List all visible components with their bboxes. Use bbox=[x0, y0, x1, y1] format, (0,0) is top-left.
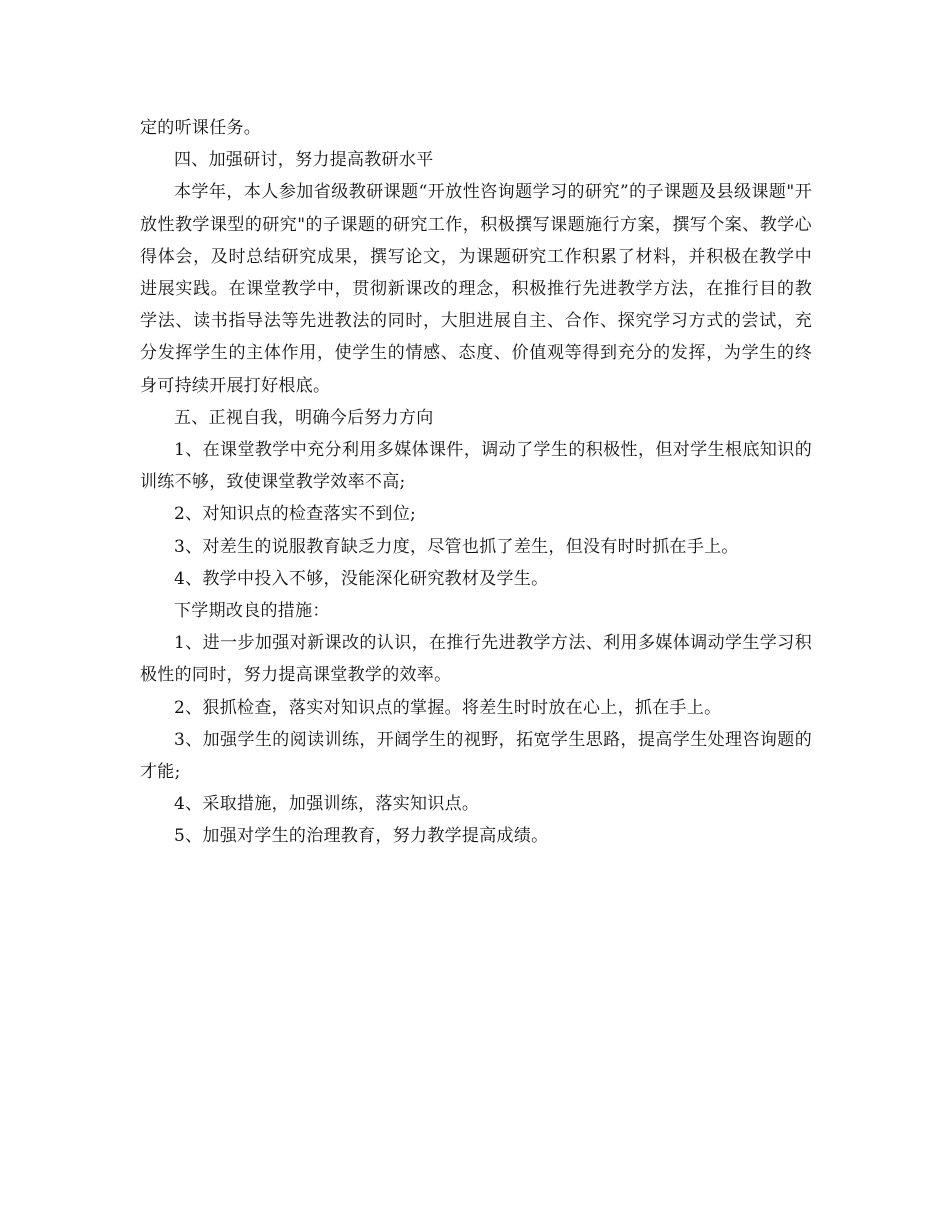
paragraph-continuation: 定的听课任务。 bbox=[140, 118, 262, 138]
subheading-measures: 下学期改良的措施： bbox=[174, 601, 330, 622]
paragraph-research: 本学年，本人参加省级教研课题“开放性咨询题学习的研究”的子课题及县级课题"开放性教学课型的研究"的子课题的研究工作，积极撰写课题施行方案，撰写个案、教学心得体会，及时总结研究成果，撰写论文，为课题研究工作积累了材料，并积极在教学中进展实践。在课堂教学中，贯彻新课改的理念，积极推行先进教学方法，在推行目的教学法、读书指导法等先进教法的同时，大胆进展自主、合作、探究学习方式的尝试，充分发挥学生的主体作用，使学生的情感、态度、价值观等得到充分的发挥，为学生的终身可持续开展打好根底。 bbox=[140, 182, 812, 396]
list-item: 2、狠抓检查，落实对知识点的掌握。将差生时时放在心上，抓在手上。 bbox=[174, 697, 722, 718]
list-item: 1、进一步加强对新课改的认识，在推行先进教学方法、利用多媒体调动学生学习积极性的同时，努力提高课堂教学的效率。 bbox=[140, 633, 812, 686]
list-item: 2、对知识点的检查落实不到位; bbox=[174, 504, 417, 525]
list-item: 3、加强学生的阅读训练，开阔学生的视野，拓宽学生思路，提高学生处理咨询题的才能; bbox=[140, 729, 812, 783]
document-body bbox=[140, 112, 812, 853]
list-item: 4、采取措施，加强训练，落实知识点。 bbox=[174, 794, 480, 815]
section-heading-5: 五、正视自我，明确今后努力方向 bbox=[174, 407, 434, 428]
list-item: 4、教学中投入不够，没能深化研究教材及学生。 bbox=[174, 568, 549, 589]
list-item: 3、对差生的说服教育缺乏力度，尽管也抓了差生，但没有时时抓在手上。 bbox=[174, 536, 739, 557]
list-item: 1、在课堂教学中充分利用多媒体课件，调动了学生的积极性，但对学生根底知识的训练不够，致使课堂教学效率不高; bbox=[140, 440, 812, 493]
section-heading-4: 四、加强研讨，努力提高教研水平 bbox=[174, 150, 434, 171]
list-item: 5、加强对学生的治理教育，努力教学提高成绩。 bbox=[174, 826, 549, 847]
